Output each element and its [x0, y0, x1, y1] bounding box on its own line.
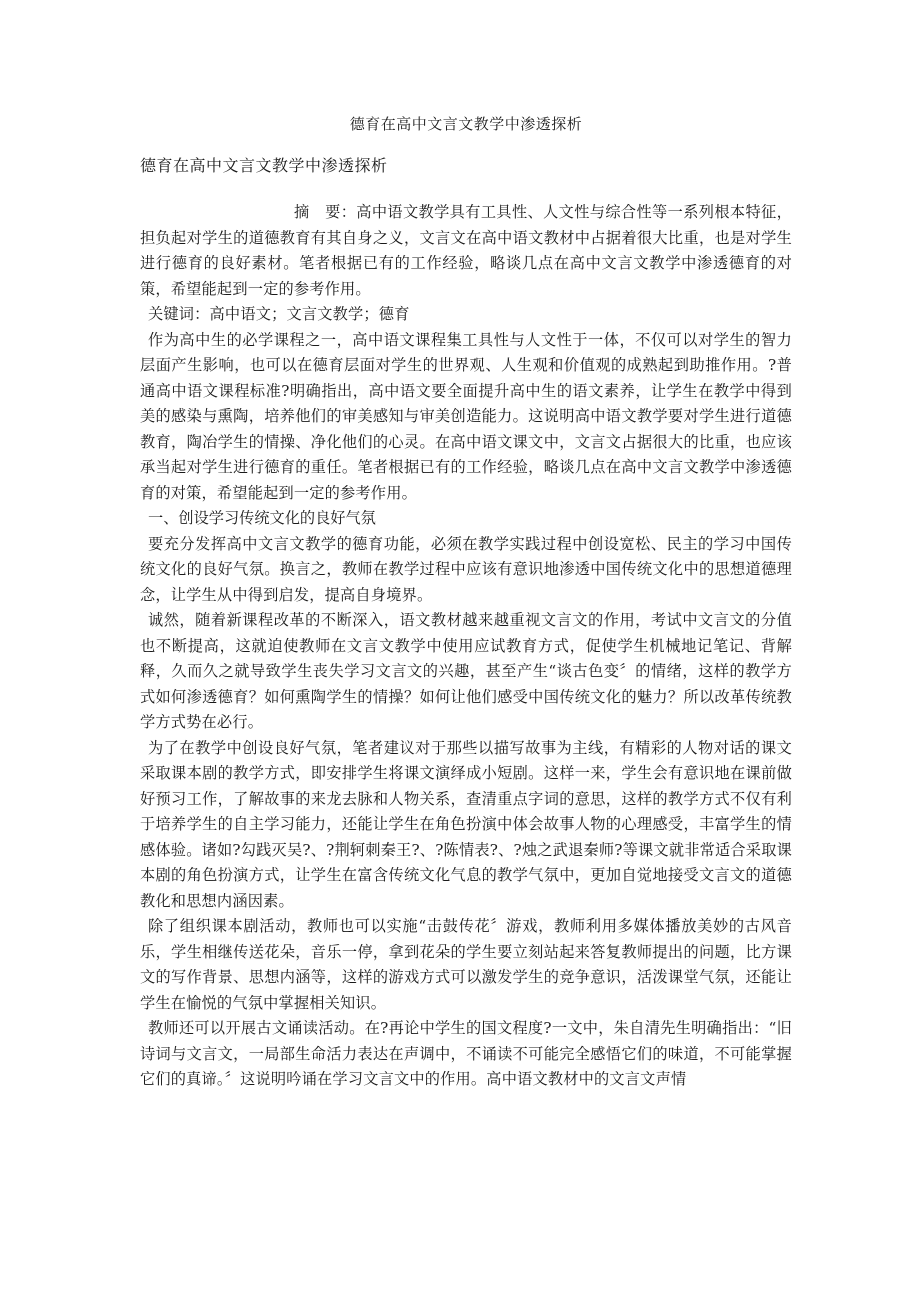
keywords-line: 关键词：高中语文；文言文教学；德育 — [148, 305, 410, 323]
body-paragraph-2: 诚然，随着新课程改革的不断深入，语文教材越来越重视文言文的作用，考试中文言文的分值也不断提高，这就迫使教师在文言文教学中使用应试教育方式，促使学生机械地记笔记、背解释，久而久之就导致学生丧失学习文言文的兴趣，甚至产生“谈古色变〞的情绪，这样的教学方式如何渗透德育？如何熏陶学生的情操？如何让他们感受中国传统文化的魅力？所以改革传统教学方式势在必行。 — [140, 611, 792, 731]
body-paragraph-5: 教师还可以开展古文诵读活动。在?再论中学生的国文程度?一文中，朱自清先生明确指出：“旧诗词与文言文，一局部生命活力表达在声调中，不诵读不可能完全感悟它们的味道，不可能掌握它们的真谛。〞这说明吟诵在学习文言文中的作用。高中语文教材中的文言文声情 — [140, 1019, 792, 1088]
body-paragraph-3: 为了在教学中创设良好气氛，笔者建议对于那些以描写故事为主线，有精彩的人物对话的课文采取课本剧的教学方式，即安排学生将课文演绎成小短剧。这样一来，学生会有意识地在课前做好预习工作，了解故事的来龙去脉和人物关系，查清重点字词的意思，这样的教学方式不仅有利于培养学生的自主学习能力，还能让学生在角色扮演中体会故事人物的心理感受，丰富学生的情感体验。诸如?勾践灭吴?、?荆轲刺秦王?、?陈情表?、?烛之武退秦师?等课文就非常适合采取课本剧的角色扮演方式，让学生在富含传统文化气息的教学气氛中，更加自觉地接受文言文的道德教化和思想内涵因素。 — [140, 738, 792, 910]
intro-paragraph: 作为高中生的必学课程之一，高中语文课程集工具性与人文性于一体，不仅可以对学生的智力层面产生影响，也可以在德育层面对学生的世界观、人生观和价值观的成熟起到助推作用。?普通高中语文课程标准?明确指出，高中语文要全面提升高中生的语文素养，让学生在教学中得到美的感染与熏陶，培养他们的审美感知与审美创造能力。这说明高中语文教学要对学生进行道德教育，陶冶学生的情操、净化他们的心灵。在高中语文课文中，文言文占据很大的比重，也应该承当起对学生进行德育的重任。笔者根据已有的工作经验，略谈几点在高中文言文教学中渗透德育的对策，希望能起到一定的参考作用。 — [140, 330, 792, 502]
body-paragraph-4: 除了组织课本剧活动，教师也可以实施“击鼓传花〞游戏，教师利用多媒体播放美妙的古风音乐，学生相继传送花朵，音乐一停，拿到花朵的学生要立刻站起来答复教师提出的问题，比方课文的写作背景、思想内涵等，这样的游戏方式可以激发学生的竞争意识，活泼课堂气氛，还能让学生在愉悦的气氛中掌握相关知识。 — [140, 917, 792, 1012]
abstract-paragraph: 摘 要：高中语文教学具有工具性、人文性与综合性等一系列根本特征，担负起对学生的道德教育有其自身之义，文言文在高中语文教材中占据着很大比重，也是对学生进行德育的良好素材。笔者根据已有的工作经验，略谈几点在高中文言文教学中渗透德育的对策，希望能起到一定的参考作用。 — [140, 203, 792, 298]
document-page — [140, 112, 792, 1093]
document-subtitle: 德育在高中文言文教学中渗透探析 — [140, 156, 388, 175]
section-heading: 一、创设学习传统文化的良好气氛 — [148, 509, 376, 527]
document-title: 德育在高中文言文教学中渗透探析 — [349, 115, 583, 133]
body-paragraph-1: 要充分发挥高中文言文教学的德育功能，必须在教学实践过程中创设宽松、民主的学习中国传统文化的良好气氛。换言之，教师在教学过程中应该有意识地渗透中国传统文化中的思想道德理念，让学生从中得到启发，提高自身境界。 — [140, 534, 792, 604]
